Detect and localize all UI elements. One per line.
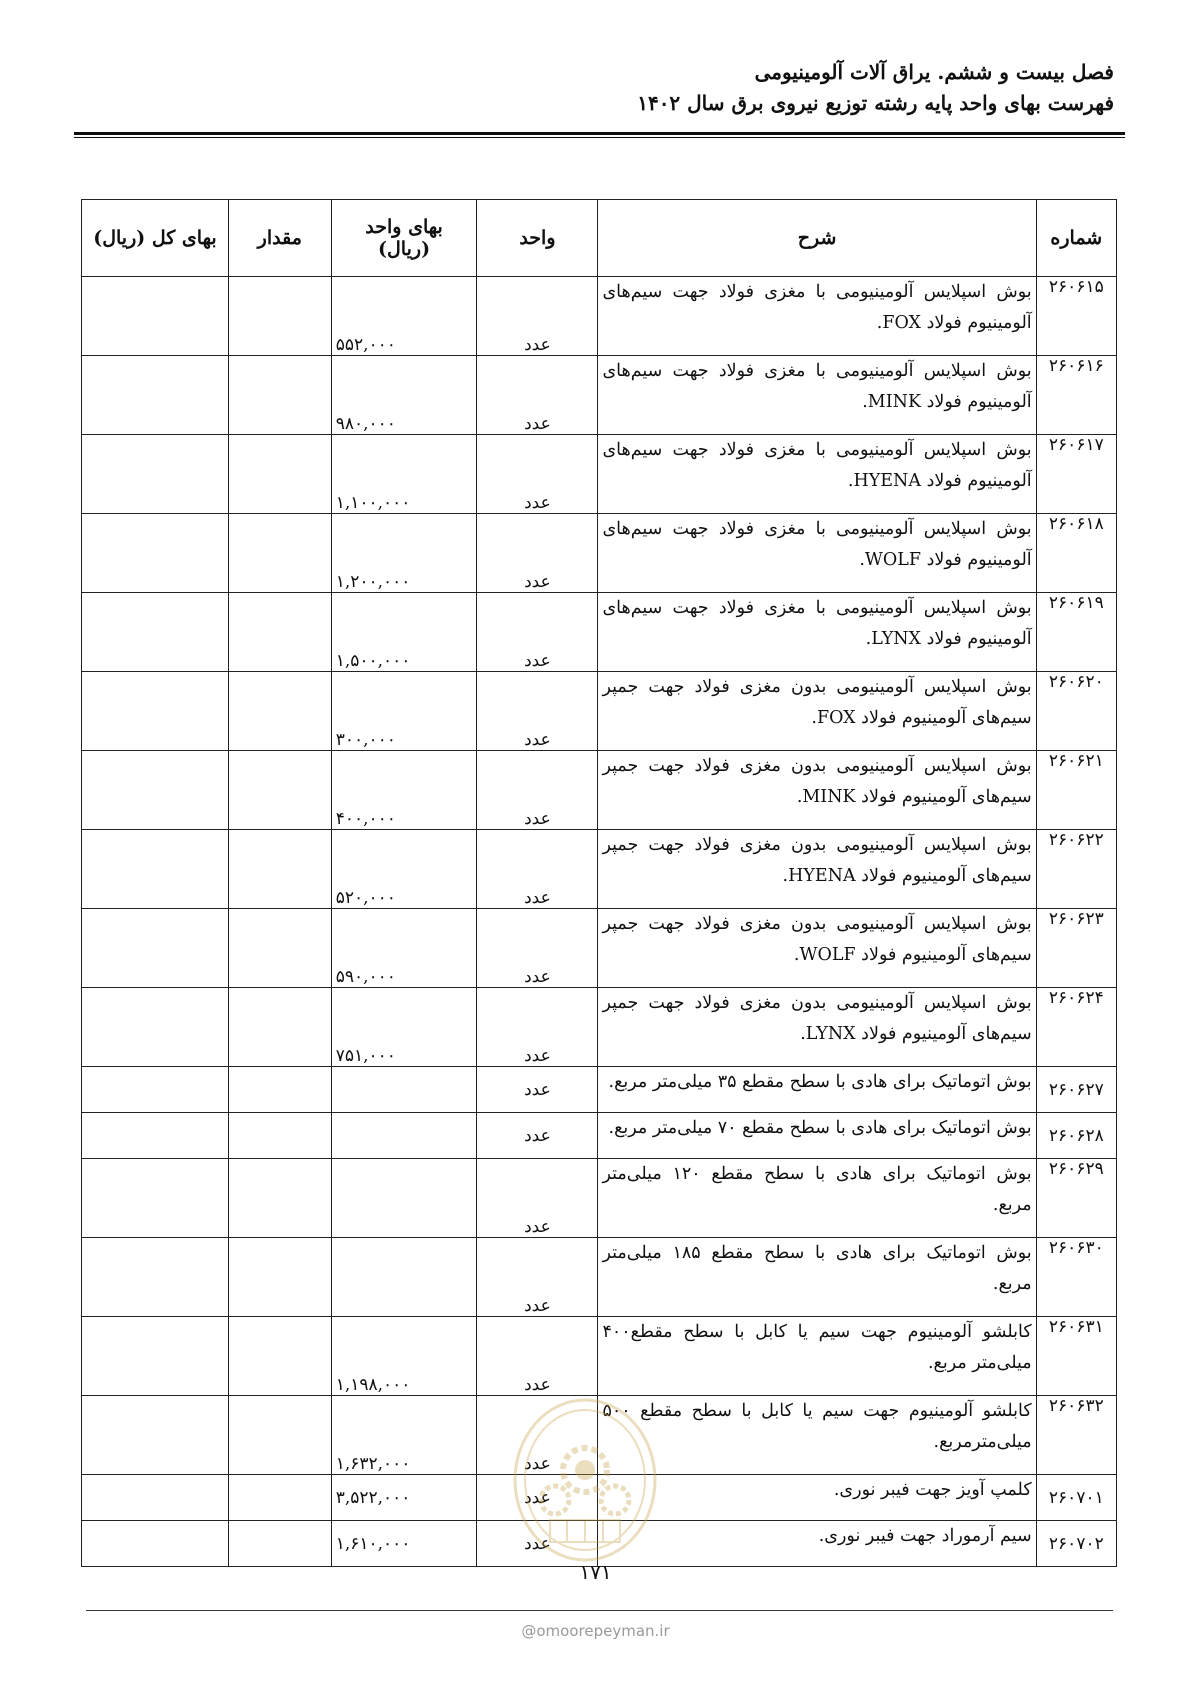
item-description: بوش اسپلایس آلومینیومی بدون مغزی فولاد جهت جمپر سیم‌های آلومینیوم فولاد LYNX. (598, 988, 1036, 1067)
item-number: ۲۶۰۶۳۰ (1036, 1238, 1116, 1317)
item-unit: عدد (477, 988, 598, 1067)
item-unit: عدد (477, 1113, 598, 1159)
item-unit-price: ۹۸۰,۰۰۰ (331, 356, 477, 435)
item-number: ۲۶۰۶۲۱ (1036, 751, 1116, 830)
table-row (82, 593, 1117, 672)
item-quantity (228, 1113, 331, 1159)
item-number: ۲۶۰۶۱۶ (1036, 356, 1116, 435)
item-unit: عدد (477, 514, 598, 593)
item-number: ۲۶۰۶۲۸ (1036, 1113, 1116, 1159)
item-unit-price (331, 1113, 477, 1159)
table-row (82, 435, 1117, 514)
table-row (82, 672, 1117, 751)
header-unit-price: بهای واحد (ریال) (331, 200, 477, 277)
item-total (82, 514, 229, 593)
table-row (82, 909, 1117, 988)
item-unit: عدد (477, 1396, 598, 1475)
header-description: شرح (598, 200, 1036, 277)
table-row (82, 1113, 1117, 1159)
item-total (82, 1113, 229, 1159)
item-unit-price: ۵۹۰,۰۰۰ (331, 909, 477, 988)
item-number: ۲۶۰۶۲۴ (1036, 988, 1116, 1067)
table-row (82, 356, 1117, 435)
item-description: کابلشو آلومینیوم جهت سیم یا کابل با سطح مقطع۴۰۰ میلی‌متر مربع. (598, 1317, 1036, 1396)
item-quantity (228, 988, 331, 1067)
item-quantity (228, 830, 331, 909)
item-quantity (228, 672, 331, 751)
table-row (82, 1317, 1117, 1396)
price-table (81, 199, 1117, 1567)
item-description: بوش اتوماتیک برای هادی با سطح مقطع ۳۵ میلی‌متر مربع. (598, 1067, 1036, 1113)
item-quantity (228, 1067, 331, 1113)
item-unit-price: ۱,۱۰۰,۰۰۰ (331, 435, 477, 514)
item-number: ۲۶۰۶۱۸ (1036, 514, 1116, 593)
item-total (82, 1317, 229, 1396)
item-total (82, 1396, 229, 1475)
item-description: بوش اسپلایس آلومینیومی با مغزی فولاد جهت سیم‌های آلومینیوم فولاد LYNX. (598, 593, 1036, 672)
item-unit-price: ۳۰۰,۰۰۰ (331, 672, 477, 751)
item-total (82, 830, 229, 909)
item-description: بوش اتوماتیک برای هادی با سطح مقطع ۱۸۵ میلی‌متر مربع. (598, 1238, 1036, 1317)
item-total (82, 435, 229, 514)
item-number: ۲۶۰۶۱۹ (1036, 593, 1116, 672)
item-unit: عدد (477, 356, 598, 435)
item-total (82, 1159, 229, 1238)
item-description: بوش اسپلایس آلومینیومی بدون مغزی فولاد جهت جمپر سیم‌های آلومینیوم فولاد FOX. (598, 672, 1036, 751)
item-quantity (228, 751, 331, 830)
item-quantity (228, 435, 331, 514)
table-row (82, 1238, 1117, 1317)
item-number: ۲۶۰۶۲۰ (1036, 672, 1116, 751)
item-quantity (228, 514, 331, 593)
item-total (82, 593, 229, 672)
item-unit-price: ۳,۵۲۲,۰۰۰ (331, 1475, 477, 1521)
footer-rule (86, 1610, 1113, 1611)
item-quantity (228, 1238, 331, 1317)
item-number: ۲۶۰۶۲۹ (1036, 1159, 1116, 1238)
item-total (82, 672, 229, 751)
item-description: کابلشو آلومینیوم جهت سیم یا کابل با سطح مقطع ۵۰۰ میلی‌مترمربع. (598, 1396, 1036, 1475)
item-quantity (228, 1396, 331, 1475)
item-unit-price (331, 1067, 477, 1113)
item-description: بوش اسپلایس آلومینیومی با مغزی فولاد جهت سیم‌های آلومینیوم فولاد WOLF. (598, 514, 1036, 593)
chapter-title: فصل بیست و ششم. یراق آلات آلومینیومی (754, 60, 1114, 84)
item-unit-price: ۱,۱۹۸,۰۰۰ (331, 1317, 477, 1396)
item-description: بوش اسپلایس آلومینیومی با مغزی فولاد جهت سیم‌های آلومینیوم فولاد FOX. (598, 277, 1036, 356)
table-row (82, 277, 1117, 356)
item-unit: عدد (477, 1521, 598, 1567)
item-description: کلمپ آویز جهت فیبر نوری. (598, 1475, 1036, 1521)
table-row (82, 751, 1117, 830)
table-row (82, 514, 1117, 593)
item-unit: عدد (477, 1159, 598, 1238)
item-number: ۲۶۰۶۱۵ (1036, 277, 1116, 356)
item-unit: عدد (477, 435, 598, 514)
item-unit-price (331, 1238, 477, 1317)
header-number: شماره (1036, 200, 1116, 277)
item-unit-price: ۷۵۱,۰۰۰ (331, 988, 477, 1067)
header-quantity: مقدار (228, 200, 331, 277)
item-unit-price: ۱,۵۰۰,۰۰۰ (331, 593, 477, 672)
item-number: ۲۶۰۶۱۷ (1036, 435, 1116, 514)
item-unit-price: ۱,۲۰۰,۰۰۰ (331, 514, 477, 593)
item-number: ۲۶۰۶۲۲ (1036, 830, 1116, 909)
item-description: بوش اسپلایس آلومینیومی با مغزی فولاد جهت سیم‌های آلومینیوم فولاد HYENA. (598, 435, 1036, 514)
item-unit-price: ۴۰۰,۰۰۰ (331, 751, 477, 830)
item-number: ۲۶۰۷۰۱ (1036, 1475, 1116, 1521)
item-total (82, 988, 229, 1067)
item-quantity (228, 593, 331, 672)
item-total (82, 1238, 229, 1317)
table-row (82, 988, 1117, 1067)
site-watermark: @omoorepeyman.ir (521, 1622, 670, 1640)
table-header-row (82, 200, 1117, 277)
page-number: ۱۷۱ (579, 1560, 612, 1584)
item-total (82, 751, 229, 830)
item-total (82, 909, 229, 988)
item-total (82, 1067, 229, 1113)
item-number: ۲۶۰۶۳۲ (1036, 1396, 1116, 1475)
item-description: بوش اسپلایس آلومینیومی با مغزی فولاد جهت سیم‌های آلومینیوم فولاد MINK. (598, 356, 1036, 435)
item-number: ۲۶۰۷۰۲ (1036, 1521, 1116, 1567)
item-unit: عدد (477, 751, 598, 830)
item-unit: عدد (477, 1317, 598, 1396)
item-total (82, 356, 229, 435)
item-number: ۲۶۰۶۳۱ (1036, 1317, 1116, 1396)
item-description: بوش اتوماتیک برای هادی با سطح مقطع ۷۰ میلی‌متر مربع. (598, 1113, 1036, 1159)
table-row (82, 830, 1117, 909)
item-unit: عدد (477, 830, 598, 909)
item-unit: عدد (477, 909, 598, 988)
item-unit: عدد (477, 672, 598, 751)
item-unit-price: ۵۲۰,۰۰۰ (331, 830, 477, 909)
item-description: بوش اسپلایس آلومینیومی بدون مغزی فولاد جهت جمپر سیم‌های آلومینیوم فولاد HYENA. (598, 830, 1036, 909)
item-description: بوش اتوماتیک برای هادی با سطح مقطع ۱۲۰ میلی‌متر مربع. (598, 1159, 1036, 1238)
item-unit-price: ۱,۶۳۲,۰۰۰ (331, 1396, 477, 1475)
item-unit: عدد (477, 1067, 598, 1113)
item-unit: عدد (477, 277, 598, 356)
item-unit-price: ۵۵۲,۰۰۰ (331, 277, 477, 356)
item-quantity (228, 1475, 331, 1521)
item-unit-price: ۱,۶۱۰,۰۰۰ (331, 1521, 477, 1567)
item-total (82, 1475, 229, 1521)
item-quantity (228, 277, 331, 356)
table-row (82, 1067, 1117, 1113)
header-rule-thin (74, 137, 1125, 138)
item-unit: عدد (477, 593, 598, 672)
item-description: بوش اسپلایس آلومینیومی بدون مغزی فولاد جهت جمپر سیم‌های آلومینیوم فولاد WOLF. (598, 909, 1036, 988)
gear-seal-logo-icon (510, 1395, 660, 1565)
item-total (82, 277, 229, 356)
item-quantity (228, 356, 331, 435)
item-unit-price (331, 1159, 477, 1238)
header-rule-thick (74, 132, 1125, 135)
header-unit: واحد (477, 200, 598, 277)
page-header (74, 56, 1114, 118)
item-quantity (228, 1159, 331, 1238)
item-unit: عدد (477, 1475, 598, 1521)
watermark-logo-icon (510, 1395, 660, 1565)
item-unit: عدد (477, 1238, 598, 1317)
item-quantity (228, 909, 331, 988)
item-description: سیم آرموراد جهت فیبر نوری. (598, 1521, 1036, 1567)
item-number: ۲۶۰۶۲۷ (1036, 1067, 1116, 1113)
table-row (82, 1159, 1117, 1238)
item-description: بوش اسپلایس آلومینیومی بدون مغزی فولاد جهت جمپر سیم‌های آلومینیوم فولاد MINK. (598, 751, 1036, 830)
item-quantity (228, 1317, 331, 1396)
header-total: بهای کل (ریال) (82, 200, 229, 277)
document-title: فهرست بهای واحد پایه رشته توزیع نیروی برق سال ۱۴۰۲ (637, 91, 1114, 115)
item-number: ۲۶۰۶۲۳ (1036, 909, 1116, 988)
